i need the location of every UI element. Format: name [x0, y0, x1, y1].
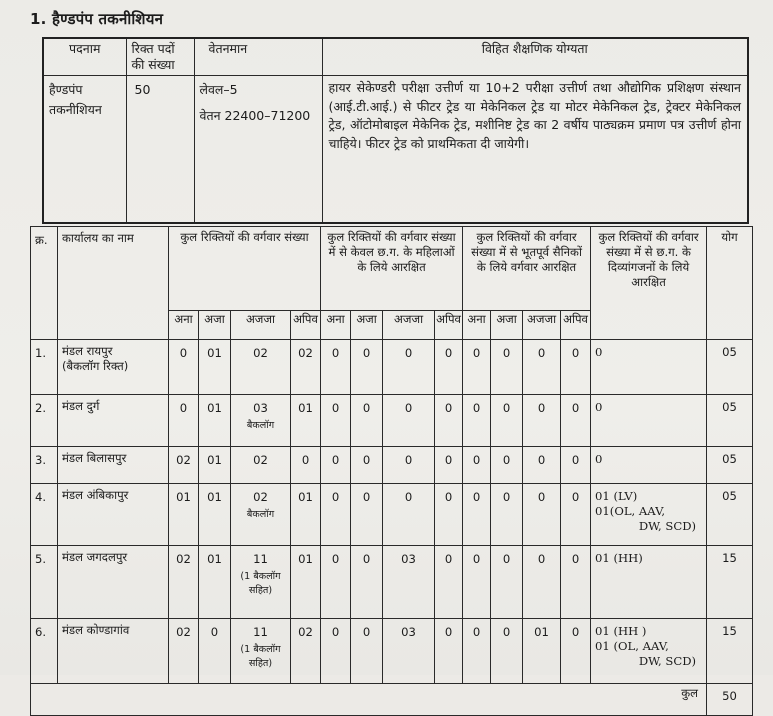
total-gen: 02 — [169, 546, 199, 619]
total-row — [31, 684, 753, 716]
row-sno: 1. — [31, 340, 58, 395]
post-vacancies: 50 — [126, 76, 194, 224]
row-sno: 5. — [31, 546, 58, 619]
header-total: कुल रिक्तियों की वर्गवार संख्या — [169, 227, 321, 311]
women-gen: 0 — [321, 447, 351, 484]
disabled-line: 01 (LV) — [595, 489, 638, 503]
total-gen: 0 — [169, 395, 199, 447]
exservice-gen: 0 — [463, 447, 491, 484]
women-gen: 0 — [321, 546, 351, 619]
office-name: मंडल अंबिकापुर — [62, 488, 129, 502]
table-row — [31, 619, 753, 684]
exservice-sc: 0 — [491, 484, 523, 546]
exservice-obc: 0 — [561, 447, 591, 484]
total-sc: 01 — [199, 484, 231, 546]
total-obc: 02 — [291, 340, 321, 395]
total-gen: 02 — [169, 447, 199, 484]
sub-sc: अजा — [351, 310, 383, 339]
total-gen: 0 — [169, 340, 199, 395]
backlog-note: (1 बैकलॉग सहित) — [240, 571, 281, 596]
header-disabled: कुल रिक्तियों की वर्गवार संख्या में से छ.ग. के दिव्यांगजनों के लिये आरक्षित — [591, 227, 707, 340]
women-gen: 0 — [321, 484, 351, 546]
exservice-obc: 0 — [561, 546, 591, 619]
vacancy-header-row — [31, 227, 753, 311]
women-st: 03 — [383, 619, 435, 684]
row-sno: 6. — [31, 619, 58, 684]
row-disabled — [591, 484, 707, 546]
women-sc: 0 — [351, 484, 383, 546]
exservice-sc: 0 — [491, 447, 523, 484]
total-st-value: 11 — [253, 625, 268, 639]
exservice-st: 0 — [523, 546, 561, 619]
exservice-st: 0 — [523, 447, 561, 484]
header-women: कुल रिक्तियों की वर्गवार संख्या में से केवल छ.ग. के महिलाओं के लिये आरक्षित — [321, 227, 463, 311]
row-disabled — [591, 619, 707, 684]
total-obc: 02 — [291, 619, 321, 684]
total-st-value: 11 — [253, 552, 268, 566]
women-obc: 0 — [435, 619, 463, 684]
total-st: 02 — [231, 340, 291, 395]
total-st-value: 02 — [253, 490, 268, 504]
row-office — [58, 619, 169, 684]
row-sno: 2. — [31, 395, 58, 447]
row-disabled — [591, 340, 707, 395]
total-obc: 01 — [291, 484, 321, 546]
table-row — [31, 447, 753, 484]
women-gen: 0 — [321, 340, 351, 395]
table-row — [31, 484, 753, 546]
sub-gen: अना — [169, 310, 199, 339]
total-st — [231, 395, 291, 447]
header-office: कार्यालय का नाम — [58, 227, 169, 340]
total-st — [231, 546, 291, 619]
post-table-header-row — [43, 38, 748, 76]
post-name: हैण्डपंप तकनीशियन — [43, 76, 126, 224]
row-sno: 4. — [31, 484, 58, 546]
row-office — [58, 546, 169, 619]
total-st-value: 03 — [253, 401, 268, 415]
disabled-line: 0 — [595, 452, 603, 466]
qualification-text: हायर सेकेण्डरी परीक्षा उत्तीर्ण या 10+2 परीक्षा उत्तीर्ण तथा औद्योगिक प्रशिक्षण संस्थान (आई.टी.आई.) से फीटर ट्रेड या मेकेनिकल ट्रेड या मोटर मेकेनिकल ट्रेड, ट्रेक्टर मेकेनिकल ट्रेड, ऑटोमोबाइल मेकेनिक ट्रेड, मशीनिष्ट ट्रेड का 2 वर्षीय पाठ्यक्रम प्रमाण पत्र उत्तीर्ण होना चाहिये। फीटर ट्रेड को प्राथमिकता दी जायेगी। — [322, 76, 748, 224]
total-st — [231, 484, 291, 546]
office-name: मंडल रायपुर — [62, 344, 113, 358]
women-sc: 0 — [351, 340, 383, 395]
sub-obc: अपिव — [435, 310, 463, 339]
sub-gen: अना — [321, 310, 351, 339]
women-sc: 0 — [351, 447, 383, 484]
disabled-line: 01 (OL, AAV, — [595, 639, 669, 653]
exservice-obc: 0 — [561, 395, 591, 447]
women-st: 0 — [383, 395, 435, 447]
total-sc: 01 — [199, 395, 231, 447]
women-st: 0 — [383, 484, 435, 546]
backlog-note: (1 बैकलॉग सहित) — [240, 644, 281, 669]
row-disabled — [591, 447, 707, 484]
exservice-gen: 0 — [463, 619, 491, 684]
row-sum: 05 — [707, 447, 753, 484]
row-sum: 05 — [707, 340, 753, 395]
office-name: मंडल दुर्ग — [62, 399, 100, 413]
exservice-gen: 0 — [463, 546, 491, 619]
women-sc: 0 — [351, 546, 383, 619]
office-name: मंडल बिलासपुर — [62, 451, 127, 465]
exservice-st: 0 — [523, 395, 561, 447]
total-st — [231, 619, 291, 684]
women-obc: 0 — [435, 447, 463, 484]
row-office — [58, 447, 169, 484]
vacancy-table — [30, 226, 753, 716]
disabled-line: DW, SCD) — [638, 654, 697, 668]
office-name: मंडल कोण्डागांव — [62, 623, 130, 637]
total-sc: 01 — [199, 447, 231, 484]
women-sc: 0 — [351, 619, 383, 684]
header-payscale: वेतनमान — [194, 38, 322, 76]
post-payscale — [194, 76, 322, 224]
exservice-obc: 0 — [561, 340, 591, 395]
exservice-sc: 0 — [491, 546, 523, 619]
total-value: 50 — [707, 684, 753, 716]
sub-st: अजजा — [231, 310, 291, 339]
row-sum: 15 — [707, 619, 753, 684]
sub-st: अजजा — [523, 310, 561, 339]
row-sum: 05 — [707, 484, 753, 546]
row-sum: 15 — [707, 546, 753, 619]
row-disabled — [591, 395, 707, 447]
sub-obc: अपिव — [291, 310, 321, 339]
total-sc: 0 — [199, 619, 231, 684]
total-sc: 01 — [199, 546, 231, 619]
disabled-line: 0 — [595, 345, 603, 359]
women-obc: 0 — [435, 395, 463, 447]
row-disabled — [591, 546, 707, 619]
women-obc: 0 — [435, 484, 463, 546]
women-gen: 0 — [321, 395, 351, 447]
vacancy-table-body — [31, 340, 753, 684]
table-row — [31, 340, 753, 395]
exservice-sc: 0 — [491, 395, 523, 447]
row-office — [58, 395, 169, 447]
total-obc: 0 — [291, 447, 321, 484]
header-qualification: विहित शैक्षणिक योग्यता — [322, 38, 748, 76]
exservice-gen: 0 — [463, 395, 491, 447]
disabled-line: 01 (HH) — [595, 551, 643, 565]
pay-range: वेतन 22400–71200 — [199, 108, 311, 123]
row-sum: 05 — [707, 395, 753, 447]
women-obc: 0 — [435, 546, 463, 619]
sub-sc: अजा — [199, 310, 231, 339]
exservice-sc: 0 — [491, 619, 523, 684]
total-label: कुल — [31, 684, 707, 716]
header-exservice: कुल रिक्तियों की वर्गवार संख्या में से भूतपूर्व सैनिकों के लिये वर्गवार आरक्षित — [463, 227, 591, 311]
exservice-st: 0 — [523, 484, 561, 546]
total-sc: 01 — [199, 340, 231, 395]
women-obc: 0 — [435, 340, 463, 395]
table-row — [31, 546, 753, 619]
disabled-line: 01 (HH ) — [595, 624, 647, 638]
office-name: मंडल जगदलपुर — [62, 550, 128, 564]
backlog-note: बैकलॉग — [246, 420, 275, 431]
backlog-note: बैकलॉग — [246, 509, 275, 520]
office-note: (बैकलॉग रिक्त) — [62, 359, 129, 373]
exservice-gen: 0 — [463, 484, 491, 546]
women-gen: 0 — [321, 619, 351, 684]
total-gen: 02 — [169, 619, 199, 684]
post-table-row — [43, 76, 748, 224]
disabled-line: 01(OL, AAV, — [595, 504, 666, 518]
exservice-gen: 0 — [463, 340, 491, 395]
women-st: 0 — [383, 447, 435, 484]
total-gen: 01 — [169, 484, 199, 546]
women-st: 03 — [383, 546, 435, 619]
exservice-obc: 0 — [561, 484, 591, 546]
row-sno: 3. — [31, 447, 58, 484]
row-office — [58, 340, 169, 395]
header-sno: क्र. — [31, 227, 58, 340]
row-office — [58, 484, 169, 546]
disabled-line: DW, SCD) — [638, 519, 697, 533]
section-heading: 1. हैण्डपंप तकनीशियन — [30, 10, 164, 28]
table-row — [31, 395, 753, 447]
total-obc: 01 — [291, 395, 321, 447]
header-vacancies: रिक्त पदों की संख्या — [126, 38, 194, 76]
pay-level: लेवल–5 — [199, 82, 238, 97]
sub-obc: अपिव — [561, 310, 591, 339]
post-details-table — [42, 37, 749, 224]
header-sum: योग — [707, 227, 753, 340]
header-post: पदनाम — [43, 38, 126, 76]
total-obc: 01 — [291, 546, 321, 619]
exservice-obc: 0 — [561, 619, 591, 684]
exservice-sc: 0 — [491, 340, 523, 395]
disabled-line: 0 — [595, 400, 603, 414]
total-st: 02 — [231, 447, 291, 484]
women-sc: 0 — [351, 395, 383, 447]
exservice-st: 01 — [523, 619, 561, 684]
sub-sc: अजा — [491, 310, 523, 339]
women-st: 0 — [383, 340, 435, 395]
sub-gen: अना — [463, 310, 491, 339]
sub-st: अजजा — [383, 310, 435, 339]
exservice-st: 0 — [523, 340, 561, 395]
